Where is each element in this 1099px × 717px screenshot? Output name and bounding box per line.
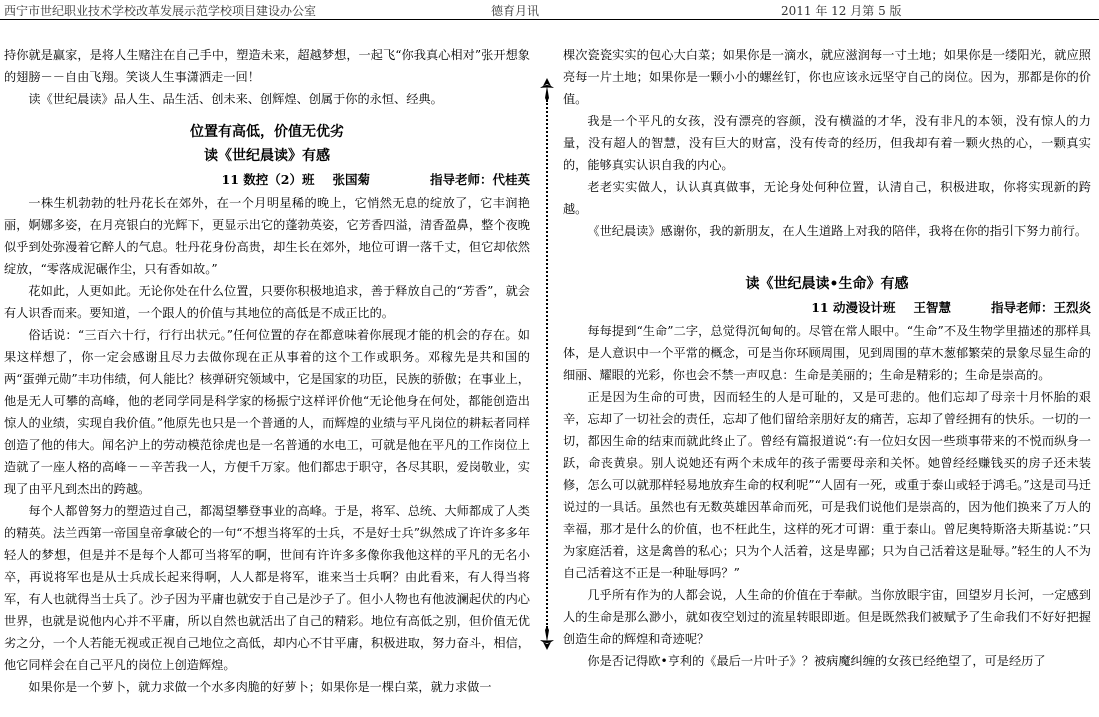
paragraph: 读《世纪晨读》品人生、品生活、创未来、创辉煌、创属于你的永恒、经典。 xyxy=(28,92,443,106)
article-byline xyxy=(563,296,1091,320)
paragraph: 如果你是一个萝卜，就力求做一个水多肉脆的好萝卜；如果你是一棵白菜，就力求做一 xyxy=(28,680,492,694)
paragraph: 你是否记得欧•亨利的《最后一片叶子》？被病魔纠缠的女孩已经绝望了，可是经历了 xyxy=(587,654,1046,668)
author-teacher: 指导老师：王烈炎 xyxy=(990,300,1091,315)
paragraph: 棵次瓷瓷实实的包心大白菜；如果你是一滴水，就应滋润每一寸土地；如果你是一缕阳光，就应照亮每一片土地；如果你是一颗小小的螺丝钉，你也应该永远坚守自己的岗位。因为，那都是你的价值。 xyxy=(563,48,1091,106)
author-teacher: 指导老师：代桂英 xyxy=(429,172,530,187)
article-subtitle: 读《世纪晨读》有感 xyxy=(204,148,330,164)
dotted-line xyxy=(546,100,548,628)
paragraph: 几乎所有作为的人都会说，人生命的价值在于奉献。当你放眼宇宙，回望岁月长河，一定感到人的生命是那么渺小，就如夜空划过的流星转眼即逝。但是既然我们被赋予了生命我们不好好把握创造生命的辉煌和奇迹呢？ xyxy=(563,588,1091,646)
article-title: 读《世纪晨读•生命》有感 xyxy=(745,276,909,292)
paragraph: 持你就是赢家，是将人生赌注在自己手中，塑造未来，超越梦想，一起飞“你我真心相对”张开想象的翅膀－－自由飞翔。笑谈人生事潇洒走一回！ xyxy=(4,48,530,84)
author-name: 张国菊 xyxy=(332,172,370,187)
page-header xyxy=(0,0,1099,20)
author-class: 11 动漫设计班 xyxy=(811,300,896,315)
paragraph: 《世纪晨读》感谢你，我的新朋友，在人生道路上对我的陪伴，我将在你的指引下努力前行。 xyxy=(587,224,1088,238)
article-title: 位置有高低，价值无优劣 xyxy=(190,124,344,140)
paragraph: 老老实实做人，认认真真做事，无论身处何种位置，认清自己，积极进取，你将实现新的跨越。 xyxy=(563,180,1091,216)
spacer xyxy=(563,242,1091,262)
paragraph: 每个人都曾努力的塑造过自己，都渴望攀登事业的高峰。于是，将军、总统、大师都成了人类的精英。法兰西第一帝国皇帝拿破仑的一句“不想当将军的士兵，不是好士兵”纵然成了许许多多年轻人的梦想，但是并不是每个人都可当将军的啊，世间有许许多多像你我他这样的平凡的无名小卒，再说将军也是从士兵成长起来得啊，人人都是将军，谁来当士兵啊？由此看来，有人得当将军，有人也就得当士兵了。沙子因为平庸也就安于自己是沙子了。但小人物也有他波澜起伏的内心世界，也就是说他内心并不平庸，所以自然也就活出了自己的精彩。地位有高低之别，但价值无优劣之分，一个人若能无视或正视自己地位之高低，却内心不甘平庸，积极进取，努力奋斗，相信，他它同样会在自己平凡的岗位上创造辉煌。 xyxy=(4,504,530,672)
divider-bottom-ornament-icon xyxy=(538,626,556,650)
paragraph: 每每提到“生命”二字，总觉得沉甸甸的。尽管在常人眼中。“生命”不及生物学里描述的那样具体，是人意识中一个平常的概念，可是当你环顾周围，见到周围的草木葱郁繁荣的景象尽显生命的细丽、耀眼的光彩，你也会不禁一声叹息：生命是美丽的；生命是精彩的；生命是崇高的。 xyxy=(563,324,1091,382)
left-column xyxy=(4,44,530,717)
paragraph: 正是因为生命的可贵，因而轻生的人是可耻的，又是可悲的。他们忘却了母亲十月怀胎的艰辛，忘却了一切社会的责任，忘却了他们留给亲朋好友的痛苦，忘却了曾经拥有的快乐。一切的一切，都因生命的结束而就此终止了。曾经有篇报道说“:有一位妇女因一些琐事带来的不悦而纵身一跃，命丧黄泉。别人说她还有两个未成年的孩子需要母亲和关怀。她曾经经赚钱买的房子还未装修，怎么可以就那样轻易地放弃生命的权利呢”“人固有一死，或重于泰山或轻于鸿毛。”这是司马迁说过的一具话。虽然也有无数英雄因革命而死，可是我们说他们是崇高的，因为他们换来了万人的幸福，那才是什么的价值，也不枉此生，这样的死才可谓：重于泰山。曾尼奥特斯洛夫斯基说：”只为家庭活着，这是禽兽的私心；只为个人活着，这是卑鄙；只为自己活着这是耻辱。”轻生的人不为自己活着这不正是一种耻辱吗？” xyxy=(563,390,1091,580)
article-byline xyxy=(4,168,530,192)
paragraph: 我是一个平凡的女孩，没有漂亮的容颜，没有横溢的才华，没有非凡的本领，没有惊人的力量，没有超人的智慧，没有巨大的财富，没有传奇的经历，但我却有着一颗火热的心，一颗真实的，能够真实认识自我的内心。 xyxy=(563,114,1091,172)
right-column xyxy=(563,44,1091,717)
header-org: 西宁市世纪职业技术学校改革发展示范学校项目建设办公室 xyxy=(4,4,317,18)
paragraph: 一株生机勃勃的牡丹花长在郊外，在一个月明星稀的晚上，它悄然无息的绽放了，它丰润艳丽，婀娜多姿，在月亮银白的光辉下，更显示出它的蓬勃英姿，它芳香四溢，清香盈鼻，整个夜晚似乎到处弥漫着它醉人的气息。牡丹花身份高贵，却生长在郊外，地位可谓一落千丈，但它却依然绽放，“零落成泥碾作尘，只有香如故。” xyxy=(4,196,530,276)
paragraph: 花如此，人更如此。无论你处在什么位置，只要你积极地追求，善于释放自己的“芳香”，就会有人识香而来。要知道，一个跟人的价值与其地位的高低是不成正比的。 xyxy=(4,284,530,320)
author-class: 11 数控（2）班 xyxy=(221,172,315,187)
header-publication: 德育月讯 xyxy=(491,4,540,18)
paragraph: 俗话说：“三百六十行，行行出状元。”任何位置的存在都意味着你展现才能的机会的存在。如果这样想了，你一定会感谢且尽力去做你现在正从事着的这个工作或职务。邓稼先是共和国的两“蛋弹元勋”丰功伟绩，何人能比？核弹研究领域中，它是国家的功臣，民族的骄傲；在事业上，他是无人可攀的高峰，他的老同学同是科学家的杨振宁这样评价他“无论他身在何处，都能创造出惊人的业绩，实现自我价值。”他原先也只是一个普通的人，而辉煌的业绩与平凡岗位的耕耘者同样创造了他的伟大。闻名沪上的劳动模范徐虎也是一名普通的水电工，可就是他在平凡的工作岗位上造就了一座人格的高峰－－辛苦我一人，方便千万家。他们都忠于职守，各尽其职，爱岗敬业，实现了由平凡到杰出的跨越。 xyxy=(4,328,530,496)
author-name: 王智慧 xyxy=(913,300,951,315)
header-issue: 2011 年 12 月第 5 版 xyxy=(781,4,902,18)
divider-top-ornament-icon xyxy=(538,78,556,102)
